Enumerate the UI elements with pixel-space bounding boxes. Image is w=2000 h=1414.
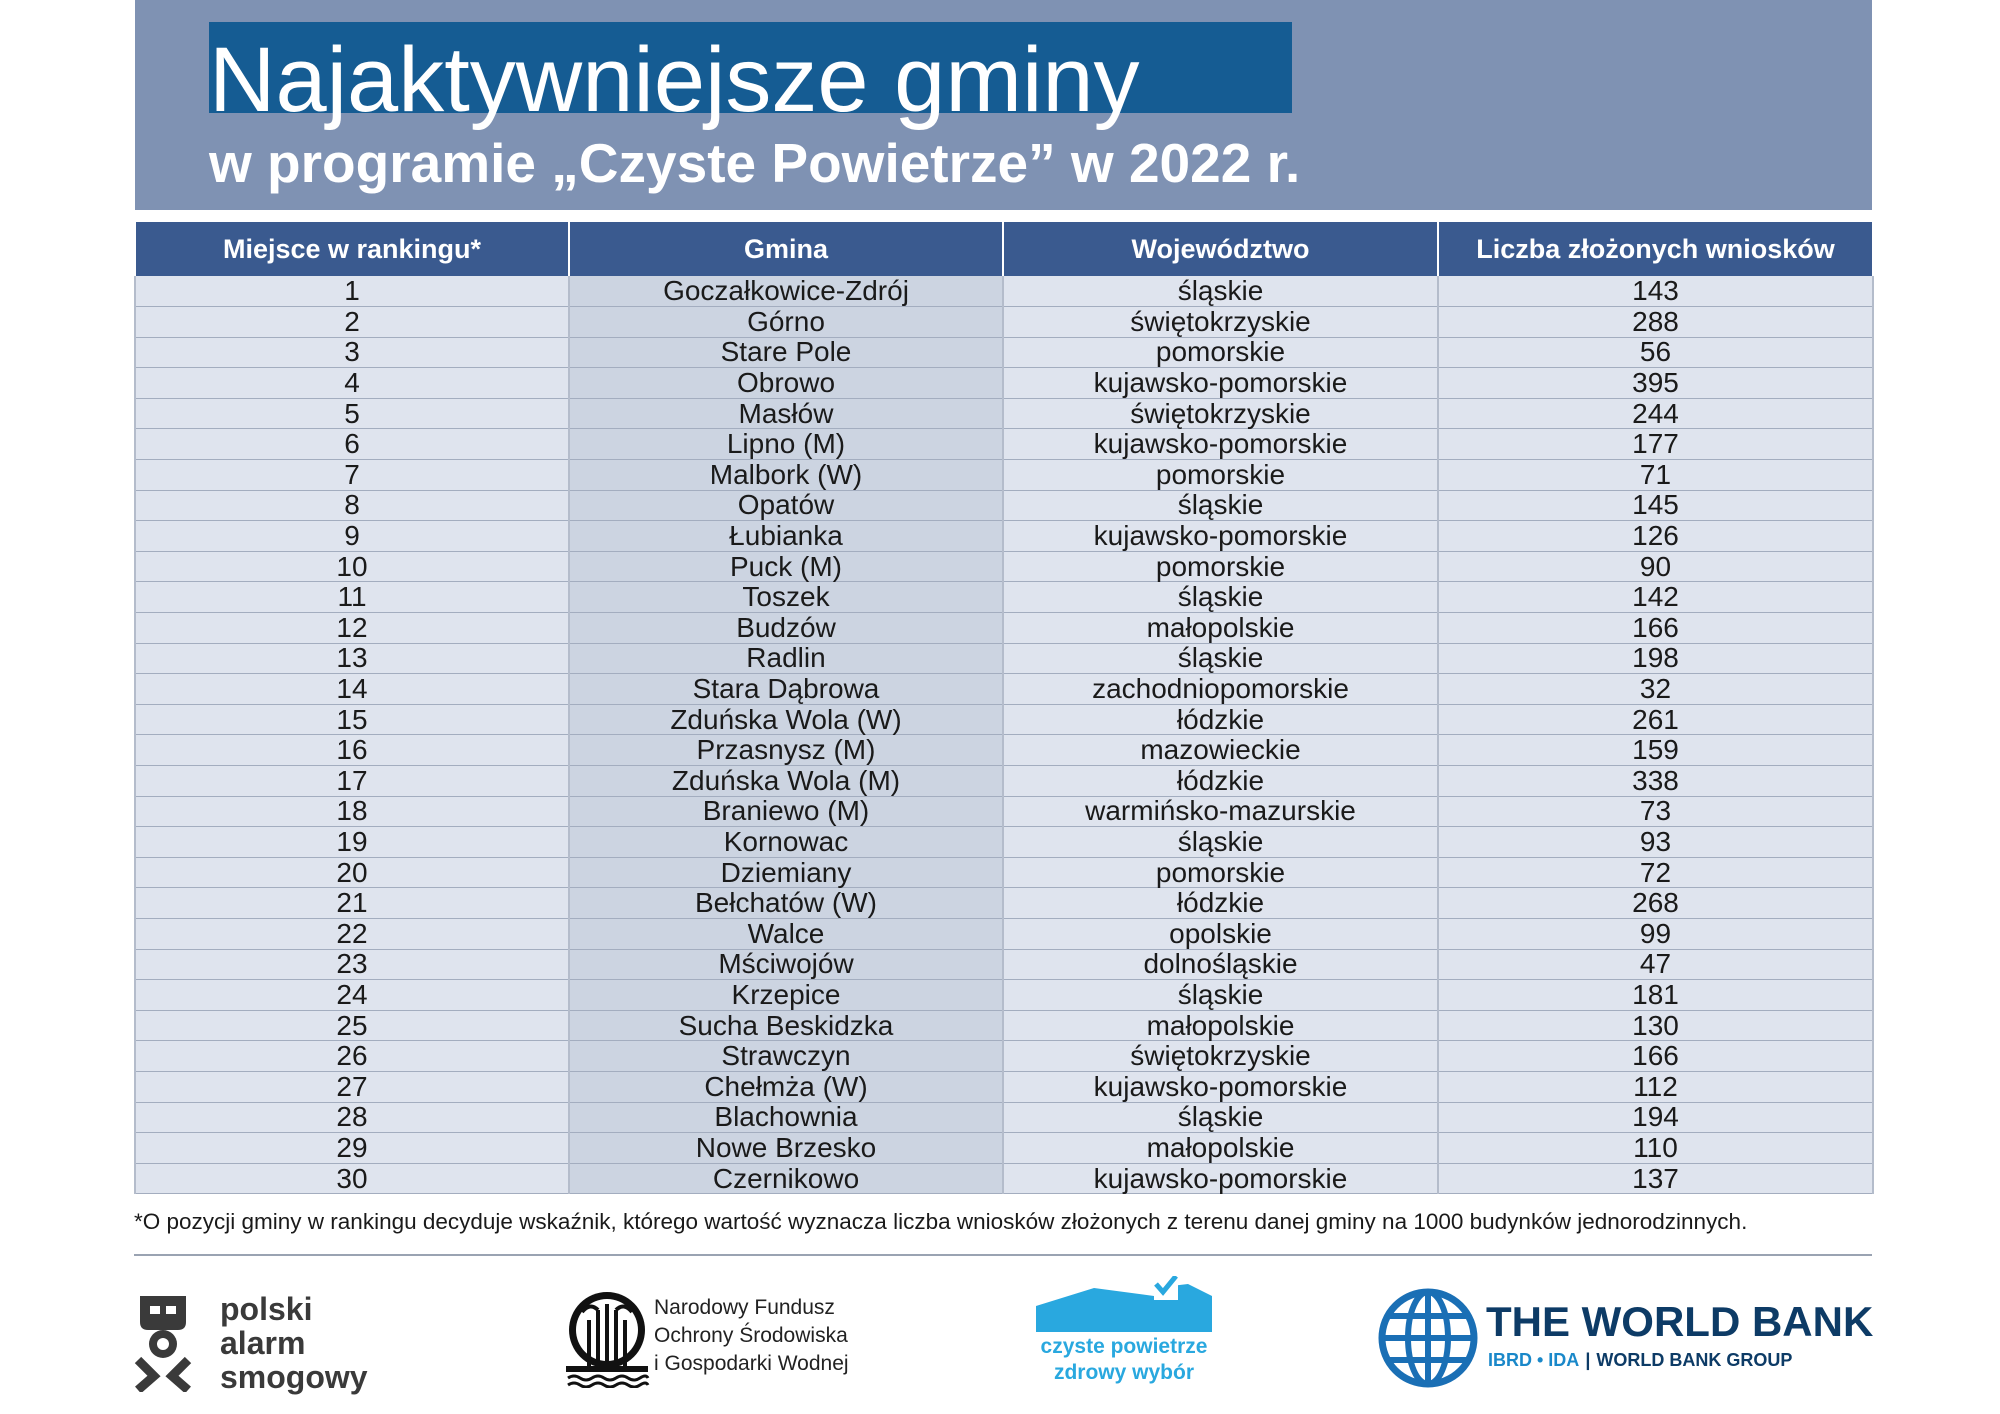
voivodeship-cell: łódzkie: [1003, 704, 1438, 735]
voivodeship-cell: pomorskie: [1003, 857, 1438, 888]
applications-cell: 166: [1438, 1041, 1873, 1072]
table-row: [135, 1133, 1873, 1164]
rank-cell: 23: [135, 949, 569, 980]
voivodeship-cell: śląskie: [1003, 490, 1438, 521]
gmina-cell: Krzepice: [569, 980, 1003, 1011]
table-row: [135, 582, 1873, 613]
table-row: [135, 918, 1873, 949]
rank-cell: 22: [135, 918, 569, 949]
applications-cell: 261: [1438, 704, 1873, 735]
voivodeship-cell: pomorskie: [1003, 551, 1438, 582]
table-row: [135, 490, 1873, 521]
logo-text-line: Narodowy Fundusz: [654, 1296, 835, 1319]
voivodeship-cell: warmińsko-mazurskie: [1003, 796, 1438, 827]
applications-cell: 93: [1438, 827, 1873, 858]
applications-cell: 90: [1438, 551, 1873, 582]
voivodeship-cell: łódzkie: [1003, 888, 1438, 919]
gmina-cell: Lipno (M): [569, 429, 1003, 460]
logo-text-line: alarm: [220, 1325, 306, 1361]
page-title: Najaktywniejsze gminy: [209, 29, 1140, 131]
voivodeship-cell: opolskie: [1003, 918, 1438, 949]
logo-text-line: Ochrony Środowiska: [654, 1324, 848, 1347]
gmina-cell: Stara Dąbrowa: [569, 674, 1003, 705]
applications-cell: 194: [1438, 1102, 1873, 1133]
applications-cell: 72: [1438, 857, 1873, 888]
page-subtitle: w programie „Czyste Powietrze” w 2022 r.: [209, 132, 1301, 194]
voivodeship-cell: małopolskie: [1003, 613, 1438, 644]
applications-cell: 145: [1438, 490, 1873, 521]
table-row: [135, 766, 1873, 797]
rank-cell: 15: [135, 704, 569, 735]
applications-cell: 126: [1438, 521, 1873, 552]
world-bank-ibrd-ida: IBRD • IDA: [1488, 1350, 1580, 1370]
table-row: [135, 1163, 1873, 1194]
gmina-cell: Malbork (W): [569, 460, 1003, 491]
gmina-cell: Strawczyn: [569, 1041, 1003, 1072]
rank-cell: 10: [135, 551, 569, 582]
rank-cell: 4: [135, 368, 569, 399]
applications-cell: 244: [1438, 398, 1873, 429]
gmina-cell: Walce: [569, 918, 1003, 949]
gmina-cell: Bełchatów (W): [569, 888, 1003, 919]
gmina-cell: Kornowac: [569, 827, 1003, 858]
rank-cell: 17: [135, 766, 569, 797]
gmina-cell: Zduńska Wola (W): [569, 704, 1003, 735]
gmina-cell: Blachownia: [569, 1102, 1003, 1133]
logo-text-line: czyste powietrze: [1040, 1335, 1208, 1358]
table-row: [135, 888, 1873, 919]
table-row: [135, 980, 1873, 1011]
table-row: [135, 460, 1873, 491]
rank-cell: 24: [135, 980, 569, 1011]
rank-cell: 19: [135, 827, 569, 858]
voivodeship-cell: śląskie: [1003, 582, 1438, 613]
rank-cell: 21: [135, 888, 569, 919]
logo-text-line: zdrowy wybór: [1053, 1361, 1195, 1384]
gmina-cell: Goczałkowice-Zdrój: [569, 276, 1003, 307]
voivodeship-cell: świętokrzyskie: [1003, 1041, 1438, 1072]
nfosigw-emblem-icon: [562, 1290, 652, 1388]
rank-cell: 29: [135, 1133, 569, 1164]
applications-cell: 47: [1438, 949, 1873, 980]
rank-cell: 12: [135, 613, 569, 644]
voivodeship-cell: kujawsko-pomorskie: [1003, 429, 1438, 460]
voivodeship-cell: śląskie: [1003, 1102, 1438, 1133]
logo-text-line: polski: [220, 1291, 313, 1327]
gmina-cell: Górno: [569, 307, 1003, 338]
table-row: [135, 521, 1873, 552]
applications-cell: 338: [1438, 766, 1873, 797]
gmina-cell: Mściwojów: [569, 949, 1003, 980]
voivodeship-cell: śląskie: [1003, 827, 1438, 858]
gmina-cell: Czernikowo: [569, 1163, 1003, 1194]
table-row: [135, 337, 1873, 368]
gmina-cell: Zduńska Wola (M): [569, 766, 1003, 797]
logo-text-line: i Gospodarki Wodnej: [654, 1352, 849, 1375]
voivodeship-cell: kujawsko-pomorskie: [1003, 1163, 1438, 1194]
voivodeship-cell: kujawsko-pomorskie: [1003, 521, 1438, 552]
table-row: [135, 551, 1873, 582]
rank-cell: 20: [135, 857, 569, 888]
gmina-cell: Nowe Brzesko: [569, 1133, 1003, 1164]
gmina-cell: Toszek: [569, 582, 1003, 613]
rank-cell: 11: [135, 582, 569, 613]
applications-cell: 142: [1438, 582, 1873, 613]
globe-icon: [1378, 1288, 1478, 1388]
table-row: [135, 1102, 1873, 1133]
column-header-applications: Liczba złożonych wniosków: [1438, 222, 1873, 276]
column-header-gmina: Gmina: [569, 222, 1003, 276]
logo-world-bank: [1378, 1288, 1878, 1396]
applications-cell: 159: [1438, 735, 1873, 766]
applications-cell: 143: [1438, 276, 1873, 307]
rank-cell: 25: [135, 1010, 569, 1041]
rank-cell: 14: [135, 674, 569, 705]
footer-divider: [134, 1254, 1872, 1256]
rank-cell: 9: [135, 521, 569, 552]
gmina-cell: Chełmża (W): [569, 1071, 1003, 1102]
table-row: [135, 796, 1873, 827]
applications-cell: 112: [1438, 1071, 1873, 1102]
applications-cell: 110: [1438, 1133, 1873, 1164]
rank-cell: 8: [135, 490, 569, 521]
logo-nfosigw: [562, 1290, 882, 1402]
voivodeship-cell: mazowieckie: [1003, 735, 1438, 766]
rank-cell: 1: [135, 276, 569, 307]
table-body: [135, 276, 1873, 1194]
gmina-cell: Masłów: [569, 398, 1003, 429]
voivodeship-cell: zachodniopomorskie: [1003, 674, 1438, 705]
rank-cell: 26: [135, 1041, 569, 1072]
voivodeship-cell: pomorskie: [1003, 460, 1438, 491]
applications-cell: 73: [1438, 796, 1873, 827]
table-row: [135, 429, 1873, 460]
logo-polski-alarm-smogowy: [134, 1292, 394, 1404]
table-row: [135, 857, 1873, 888]
applications-cell: 56: [1438, 337, 1873, 368]
world-bank-name: THE WORLD BANK: [1486, 1298, 1874, 1345]
footnote: *O pozycji gminy w rankingu decyduje wskaźnik, którego wartość wyznacza liczba wniosków złożonych z terenu danej gminy na 1000 budynków jednorodzinnych.: [134, 1209, 1748, 1234]
world-bank-subtitle: [1488, 1350, 1792, 1370]
voivodeship-cell: świętokrzyskie: [1003, 307, 1438, 338]
applications-cell: 181: [1438, 980, 1873, 1011]
voivodeship-cell: łódzkie: [1003, 766, 1438, 797]
rank-cell: 18: [135, 796, 569, 827]
table-row: [135, 949, 1873, 980]
gmina-cell: Opatów: [569, 490, 1003, 521]
table-row: [135, 276, 1873, 307]
applications-cell: 177: [1438, 429, 1873, 460]
voivodeship-cell: śląskie: [1003, 276, 1438, 307]
rank-cell: 5: [135, 398, 569, 429]
rank-cell: 2: [135, 307, 569, 338]
column-header-rank: Miejsce w rankingu*: [135, 222, 569, 276]
gmina-cell: Puck (M): [569, 551, 1003, 582]
logo-text-line: smogowy: [220, 1359, 368, 1395]
gmina-cell: Łubianka: [569, 521, 1003, 552]
voivodeship-cell: kujawsko-pomorskie: [1003, 1071, 1438, 1102]
gmina-cell: Budzów: [569, 613, 1003, 644]
ranking-table: [134, 222, 1874, 1194]
voivodeship-cell: pomorskie: [1003, 337, 1438, 368]
gmina-cell: Obrowo: [569, 368, 1003, 399]
rank-cell: 28: [135, 1102, 569, 1133]
world-bank-separator: |: [1585, 1350, 1591, 1370]
applications-cell: 268: [1438, 888, 1873, 919]
voivodeship-cell: śląskie: [1003, 980, 1438, 1011]
gmina-cell: Radlin: [569, 643, 1003, 674]
table-row: [135, 398, 1873, 429]
table-row: [135, 307, 1873, 338]
world-bank-group: WORLD BANK GROUP: [1596, 1350, 1793, 1370]
table-row: [135, 1010, 1873, 1041]
voivodeship-cell: małopolskie: [1003, 1133, 1438, 1164]
table-row: [135, 643, 1873, 674]
house-check-icon: [1036, 1276, 1212, 1332]
table-row: [135, 674, 1873, 705]
table-row: [135, 613, 1873, 644]
table-row: [135, 1041, 1873, 1072]
smog-mask-icon: [134, 1292, 192, 1392]
voivodeship-cell: świętokrzyskie: [1003, 398, 1438, 429]
rank-cell: 30: [135, 1163, 569, 1194]
table-row: [135, 368, 1873, 399]
column-header-voivodeship: Województwo: [1003, 222, 1438, 276]
table-row: [135, 735, 1873, 766]
applications-cell: 32: [1438, 674, 1873, 705]
table-row: [135, 1071, 1873, 1102]
rank-cell: 13: [135, 643, 569, 674]
applications-cell: 99: [1438, 918, 1873, 949]
rank-cell: 6: [135, 429, 569, 460]
rank-cell: 27: [135, 1071, 569, 1102]
table-row: [135, 704, 1873, 735]
applications-cell: 288: [1438, 307, 1873, 338]
rank-cell: 3: [135, 337, 569, 368]
gmina-cell: Przasnysz (M): [569, 735, 1003, 766]
gmina-cell: Stare Pole: [569, 337, 1003, 368]
applications-cell: 137: [1438, 1163, 1873, 1194]
voivodeship-cell: dolnośląskie: [1003, 949, 1438, 980]
applications-cell: 130: [1438, 1010, 1873, 1041]
gmina-cell: Braniewo (M): [569, 796, 1003, 827]
rank-cell: 16: [135, 735, 569, 766]
applications-cell: 71: [1438, 460, 1873, 491]
table-header-row: [135, 222, 1873, 276]
table-row: [135, 827, 1873, 858]
applications-cell: 166: [1438, 613, 1873, 644]
applications-cell: 198: [1438, 643, 1873, 674]
voivodeship-cell: kujawsko-pomorskie: [1003, 368, 1438, 399]
gmina-cell: Sucha Beskidzka: [569, 1010, 1003, 1041]
applications-cell: 395: [1438, 368, 1873, 399]
voivodeship-cell: śląskie: [1003, 643, 1438, 674]
rank-cell: 7: [135, 460, 569, 491]
logo-czyste-powietrze: [1036, 1276, 1212, 1396]
voivodeship-cell: małopolskie: [1003, 1010, 1438, 1041]
gmina-cell: Dziemiany: [569, 857, 1003, 888]
